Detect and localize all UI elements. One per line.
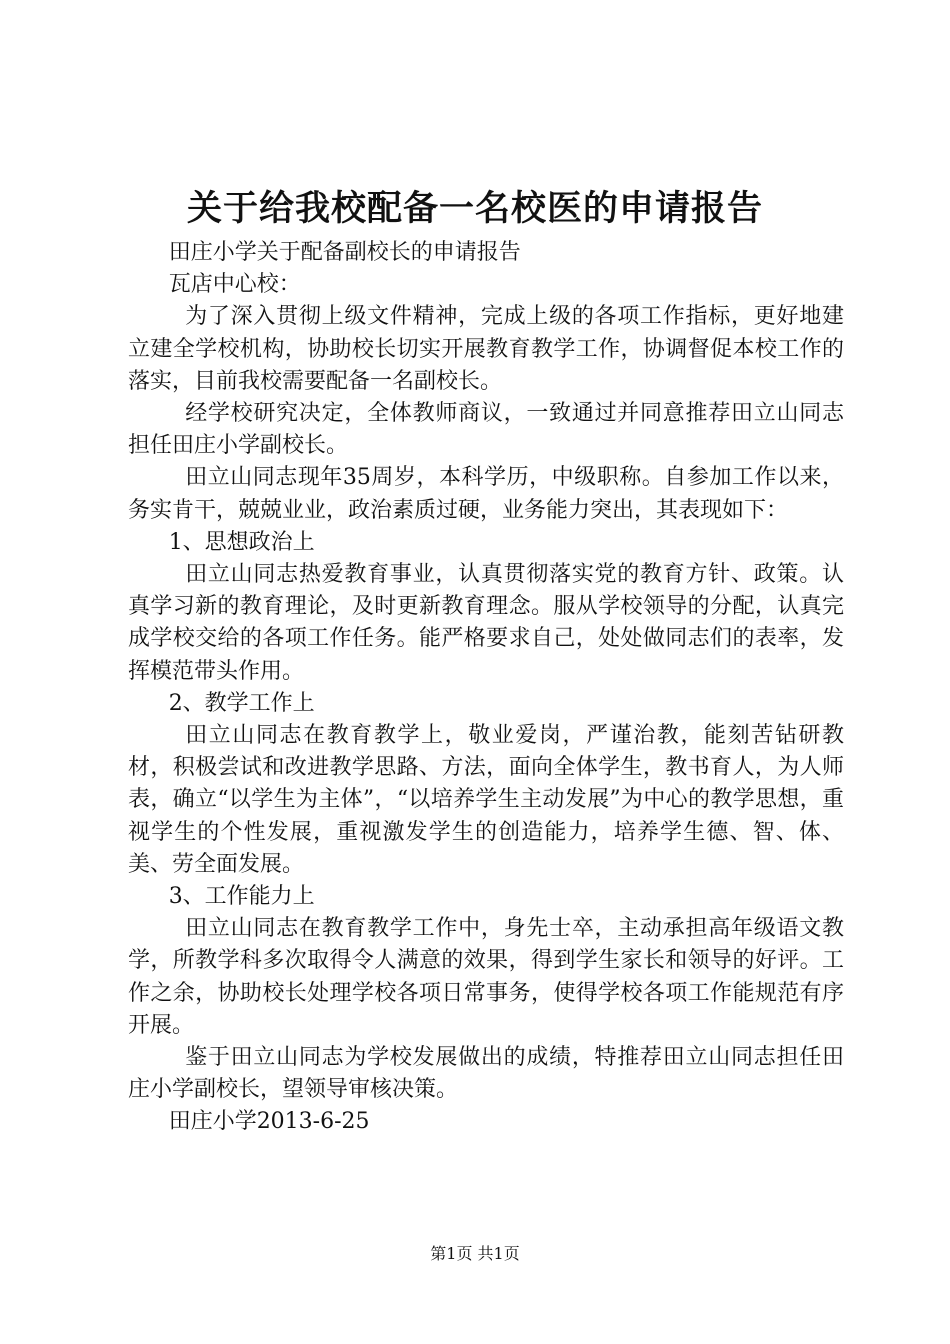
paragraph-recommendation: 鉴于田立山同志为学校发展做出的成绩，特推荐田立山同志担任田庄小学副校长，望领导审核决策。: [128, 1045, 844, 1103]
section-heading-ability: 3、工作能力上: [168, 884, 315, 910]
document-body: [128, 237, 844, 1139]
paragraph-ability: 田立山同志在教育教学工作中，身先士卒，主动承担高年级语文教学，所教学科多次取得令人满意的效果，得到学生家长和领导的好评。工作之余，协助校长处理学校各项日常事务，使得学校各项工作能规范有序开展。: [128, 916, 844, 1038]
signature-date: 田庄小学2013-6-25: [168, 1109, 370, 1135]
paragraph-politics: 田立山同志热爱教育事业，认真贯彻落实党的教育方针、政策。认真学习新的教育理论，及时更新教育理念。服从学校领导的分配，认真完成学校交给的各项工作任务。能严格要求自己，处处做同志们的表率，发挥模范带头作用。: [128, 562, 844, 684]
report-subtitle: 田庄小学关于配备副校长的申请报告: [168, 240, 521, 265]
salutation: 瓦店中心校：: [168, 272, 301, 298]
paragraph-decision: 经学校研究决定，全体教师商议，一致通过并同意推荐田立山同志担任田庄小学副校长。: [128, 401, 844, 459]
document-title: 关于给我校配备一名校医的申请报告: [186, 188, 763, 229]
paragraph-teaching: 田立山同志在教育教学上，敬业爱岗，严谨治教，能刻苦钻研教材，积极尝试和改进教学思路、方法，面向全体学生，教书育人，为人师表，确立“以学生为主体”，“以培养学生主动发展”为中心的教学思想，重视学生的个性发展，重视激发学生的创造能力，培养学生德、智、体、美、劳全面发展。: [128, 723, 844, 877]
paragraph-profile: 田立山同志现年35周岁，本科学历，中级职称。自参加工作以来，务实肯干，兢兢业业，政治素质过硬，业务能力突出，其表现如下：: [128, 465, 844, 523]
section-heading-teaching: 2、教学工作上: [168, 690, 315, 716]
page-number: 第1页 共1页: [430, 1244, 520, 1263]
section-heading-politics: 1、思想政治上: [168, 529, 315, 555]
paragraph-purpose: 为了深入贯彻上级文件精神，完成上级的各项工作指标，更好地建立建全学校机构，协助校长切实开展教育教学工作，协调督促本校工作的落实，目前我校需要配备一名副校长。: [128, 304, 844, 394]
